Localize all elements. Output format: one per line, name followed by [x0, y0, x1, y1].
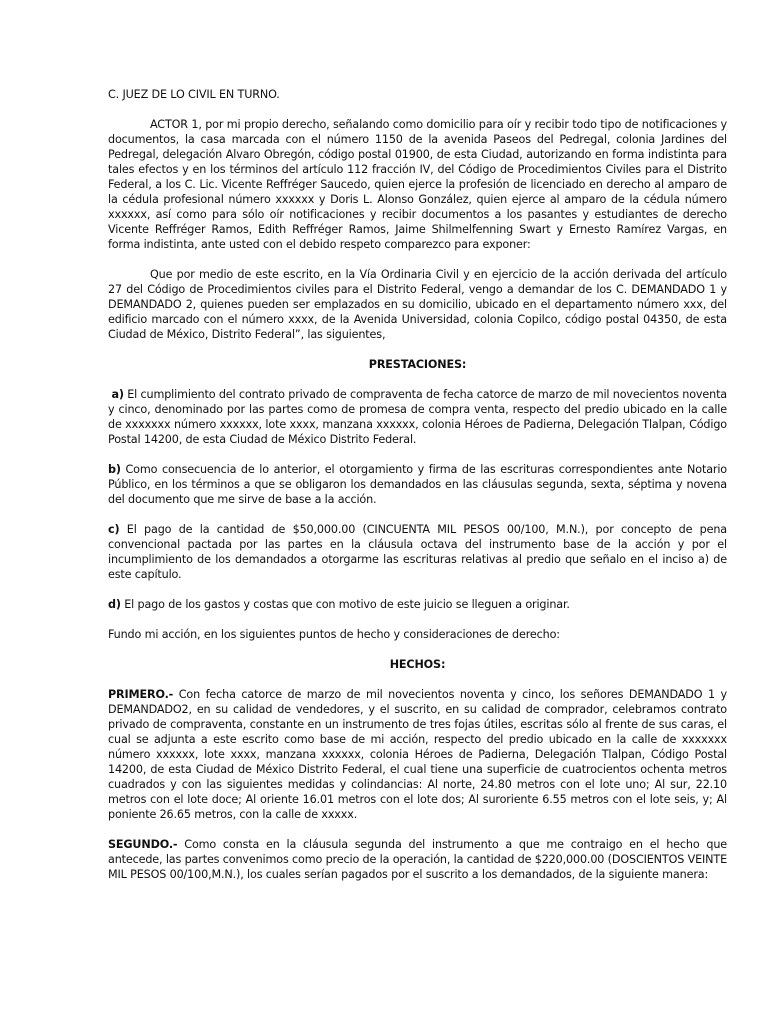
intro-paragraph: ACTOR 1, por mi propio derecho, señalando como domicilio para oír y recibir todo tipo de notificaciones y documentos, la casa marcada con el número 1150 de la avenida Paseos del Pedregal, colonia Jardines del Pedregal, delegación Alvaro Obregón, código postal 01900, de esta Ciudad, autorizando en forma indistinta para tales efectos y en los términos del artículo 112 fracción IV, del Código de Procedimientos Civiles para el Distrito Federal, a los C. Lic. Vicente Reffréger Saucedo, quien ejerce la profesión de licenciado en derecho al amparo de la cédula profesional número xxxxxx y Doris L. Alonso González, quien ejerce al amparo de la cédula número xxxxxx, así como para sólo oír notificaciones y recibir documentos a los pasantes y estudiantes de derecho Vicente Reffréger Ramos, Edith Reffréger Ramos, Jaime Shilmelfenning Swart y Ernesto Ramírez Vargas, en forma indistinta, ante usted con el debido respeto comparezco para exponer: [108, 118, 727, 251]
prestaciones-heading: PRESTACIONES: [368, 358, 467, 371]
demand-paragraph: Que por medio de este escrito, en la Vía Ordinaria Civil y en ejercicio de la acción derivada del artículo 27 del Código de Procedimientos civiles para el Distrito Federal, vengo a demandar de los C. DEMANDADO 1 y DEMANDADO 2, quienes pueden ser emplazados en su domicilio, ubicado en el departamento número xxx, del edificio marcado con el número xxxx, de la Avenida Universidad, colonia Copilco, código postal 04350, de esta Ciudad de México, Distrito Federal”, las siguientes, [108, 268, 727, 341]
prestacion-c-letter: c) [108, 523, 120, 536]
hecho-segundo-text: Como consta en la cláusula segunda del instrumento a que me contraigo en el hecho que antecede, las partes convenimos como precio de la operación, la cantidad de $220,000.00 (DOSCIENTOS VEINTE MIL PESOS 00/100,M.N.), los cuales serían pagados por el suscrito a los demandados, de la siguiente manera: [108, 838, 727, 881]
hecho-primero [108, 687, 727, 822]
prestacion-a [108, 387, 727, 447]
prestacion-b [108, 462, 727, 507]
prestacion-d-text: El pago de los gastos y costas que con motivo de este juicio se lleguen a originar. [120, 598, 570, 611]
prestacion-c-text: El pago de la cantidad de $50,000.00 (CINCUENTA MIL PESOS 00/100, M.N.), por concepto de pena convencional pactada por las partes en la cláusula octava del instrumento base de la acción y por el incumplimiento de los demandados a otorgarme las escrituras relativas al predio que señalo en el inciso a) de este capítulo. [108, 523, 727, 581]
hecho-primero-label: PRIMERO.- [108, 688, 174, 701]
hecho-segundo [108, 837, 727, 882]
prestacion-a-text: El cumplimiento del contrato privado de compraventa de fecha catorce de marzo de mil novecientos noventa y cinco, denominado por las partes como de promesa de compra venta, respecto del predio ubicado en la calle de xxxxxxx número xxxxxx, lote xxxx, manzana xxxxxx, colonia Héroes de Padierna, Delegación Tlalpan, Código Postal 14200, de esta Ciudad de México Distrito Federal. [108, 388, 728, 446]
fundamento-paragraph: Fundo mi acción, en los siguientes puntos de hecho y consideraciones de derecho: [108, 628, 560, 641]
prestacion-c [108, 522, 727, 582]
hechos-heading: HECHOS: [389, 658, 446, 671]
prestacion-d-letter: d) [108, 598, 121, 611]
hecho-primero-text: Con fecha catorce de marzo de mil novecientos noventa y cinco, los señores DEMANDADO 1 y DEMANDADO2, en su calidad de vendedores, y el suscrito, en su calidad de comprador, celebramos contrato privado de compraventa, constante en un instrumento de tres fojas útiles, escritas sólo al frente de sus caras, el cual se adjunta a este escrito como base de mi acción, respecto del predio ubicado en la calle de xxxxxxx número xxxxxx, lote xxxx, manzana xxxxxx, colonia Héroes de Padierna, Delegación Tlalpan, Código Postal 14200, de esta Ciudad de México Distrito Federal, el cual tiene una superficie de cuatrocientos ochenta metros cuadrados y con las siguientes medidas y colindancias: Al norte, 24.80 metros con el lote uno; Al sur, 22.10 metros con el lote doce; Al oriente 16.01 metros con el lote dos; Al suroriente 6.55 metros con el lote seis, y; Al poniente 26.65 metros, con la calle de xxxxx. [108, 688, 727, 821]
hecho-segundo-label: SEGUNDO.- [108, 838, 178, 851]
prestacion-b-letter: b) [108, 463, 121, 476]
document-body [108, 87, 727, 882]
prestacion-d [108, 597, 727, 612]
prestacion-a-letter: a) [111, 388, 124, 401]
addressee: C. JUEZ DE LO CIVIL EN TURNO. [108, 88, 280, 101]
prestacion-b-text: Como consecuencia de lo anterior, el otorgamiento y firma de las escrituras correspondientes ante Notario Público, en los términos a que se obligaron los demandados en las cláusulas segunda, sexta, séptima y novena del documento que me sirve de base a la acción. [108, 463, 727, 506]
